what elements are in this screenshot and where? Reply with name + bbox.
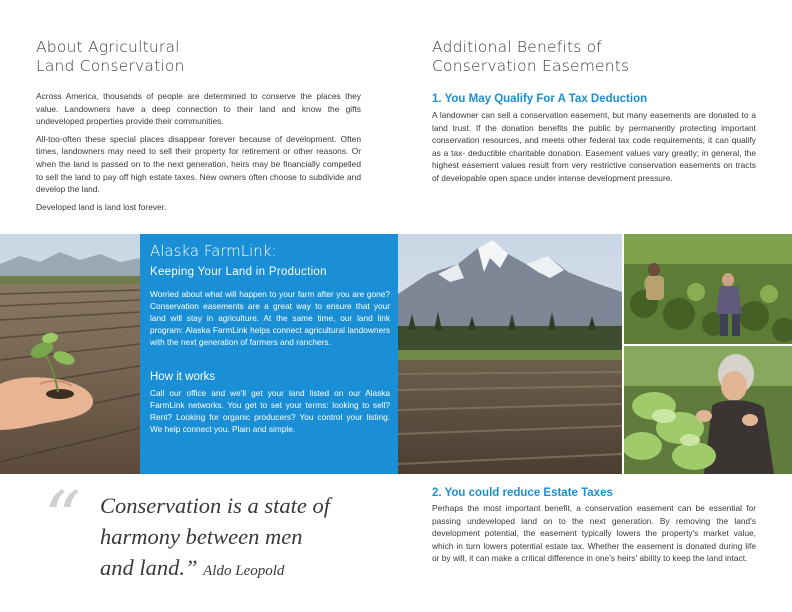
benefits-title [432, 38, 629, 76]
woman-harvest-photo [624, 346, 792, 474]
about-title-line2: Land Conservation [36, 57, 185, 75]
estate-taxes-text: Perhaps the most important benefit, a conservation easement can be essential for passing undeveloped land on to the next generation. By removing the land's development potential, the easement typically lowers the property's market value, which in turn lowers potential estate tax. Whether the easement is donated during life or by will, it can make a critical difference in one's heirs' ability to keep the land intact. [432, 503, 756, 564]
tax-deduction-heading: 1. You May Qualify For A Tax Deduction [432, 93, 648, 105]
tax-deduction-text: A landowner can sell a conservation easement, but many easements are donated to a land trust. If the donation benefits the public by permanently protecting important conservation resources, and meets other federal tax code requirements, it can qualify as a tax- deductible charitable donation. Easement values vary greatly; in general, the highest easement values result from very restrictive conservation easements on tracts of developable open space under intense development pressure. [432, 110, 756, 183]
how-it-works-text: Call our office and we'll get your land listed on our Alaska FarmLink networks. You get to set your terms: looking to sell? Rent? Looking for organic producers? You control your listing. We help connect you. Plain and simple. [150, 388, 390, 434]
about-paragraph-1: Across America, thousands of people are determined to conserve the places they value. Landowners have a deep connection to their land and know the gifts undeveloped properties provide their communities. [36, 91, 361, 127]
seedling-hand-photo [0, 234, 140, 474]
benefits-title-line1: Additional Benefits of [432, 38, 602, 56]
benefits-title-line2: Conservation Easements [432, 57, 630, 75]
how-it-works-heading: How it works [150, 371, 216, 383]
mountain-field-photo [398, 234, 622, 474]
about-title-line1: About Agricultural [36, 38, 180, 56]
farmlink-panel [140, 234, 398, 474]
about-title [36, 38, 185, 76]
farmlink-title: Alaska FarmLink: [150, 242, 277, 260]
photo-band [0, 234, 792, 474]
about-body [36, 90, 361, 218]
about-paragraph-3: Developed land is land lost forever. [36, 201, 167, 212]
quote-author: Aldo Leopold [203, 563, 285, 579]
estate-taxes-heading: 2. You could reduce Estate Taxes [432, 487, 613, 499]
quote-mark-icon: “ [44, 476, 81, 560]
garden-workers-photo [624, 234, 792, 344]
quote-line-3 [100, 552, 400, 587]
farmlink-intro: Worried about what will happen to your farm after you are gone? Conservation easements are a great way to ensure that your land will stay in agriculture. At the same time, our land link program: Alaska FarmLink helps connect agricultural landowners with the next generation of farmers and ranchers. [150, 289, 390, 347]
quote-line-1: Conservation is a state of [100, 493, 330, 518]
quote-line-3-text: and land.” [100, 555, 198, 580]
farmlink-subtitle: Keeping Your Land in Production [150, 266, 327, 278]
about-paragraph-2: All-too-often these special places disappear forever because of development. Often times, landowners may need to sell their property for retirement or other reasons. Or when the land is passed on to the next generation, heirs may be financially compelled to sell the land to pay off high estate taxes. New owners often choose to subdivide and develop the land. [36, 133, 361, 195]
quote-line-2: harmony between men [100, 524, 303, 549]
leopold-quote [100, 490, 400, 587]
